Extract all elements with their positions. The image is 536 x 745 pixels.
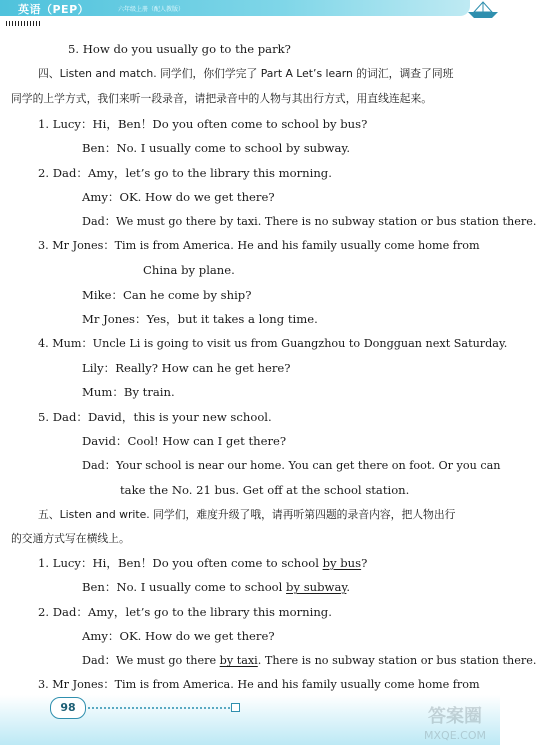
answer-blank: by subway <box>286 580 347 594</box>
book-title: 英语（PEP） <box>18 3 90 16</box>
dialogue-line: David：Cool! How can I get there? <box>82 434 287 448</box>
dialogue-text: . <box>346 580 351 594</box>
page-number: 98 <box>50 697 86 719</box>
dialogue-line: 2. Dad：Amy，let’s go to the library this morning. <box>38 166 332 180</box>
dialogue-line: Ben：No. I usually come to school by subway. <box>82 141 351 155</box>
dialogue-line <box>82 580 350 594</box>
dialogue-line: Mum：By train. <box>82 385 175 399</box>
dialogue-line: 1. Lucy：Hi，Ben！Do you often come to school by bus? <box>38 117 368 131</box>
dialogue-line: Lily：Really? How can he get here? <box>82 361 291 375</box>
answer-blank: by bus <box>322 556 362 570</box>
dialogue-line: Dad：We must go there by taxi. There is no subway station or bus station there. <box>82 215 536 228</box>
dialogue-text: . There is no subway station or bus station there. <box>257 654 536 667</box>
footer-dotted-rule <box>88 707 230 709</box>
dialogue-line: 4. Mum：Uncle Li is going to visit us from Guangzhou to Dongguan next Saturday. <box>38 337 508 350</box>
dialogue-line: Amy：OK. How do we get there? <box>82 190 275 204</box>
dialogue-line: Amy：OK. How do we get there? <box>82 629 275 643</box>
section-five-heading: 五、Listen and write. 同学们，难度升级了哦，请再听第四题的录音内容，把人物出行 <box>38 508 456 521</box>
dialogue-line: 3. Mr Jones：Tim is from America. He and his family usually come home from <box>38 678 480 691</box>
dialogue-line <box>82 654 536 668</box>
book-subtitle: 六年级上册（配人教版） <box>118 6 185 13</box>
dialogue-line: Mike：Can he come by ship? <box>82 288 252 302</box>
dialogue-line: Dad：Your school is near our home. You can get there on foot. Or you can <box>82 459 501 472</box>
question-5: 5. How do you usually go to the park? <box>68 42 291 56</box>
dialogue-line: take the No. 21 bus. Get off at the school station. <box>120 483 410 497</box>
dialogue-line: China by plane. <box>143 263 235 277</box>
answer-blank: by taxi <box>219 654 258 667</box>
dialogue-text: Dad：We must go there <box>82 654 220 667</box>
dialogue-line: 2. Dad：Amy，let’s go to the library this morning. <box>38 605 332 619</box>
dialogue-text: ? <box>361 556 368 570</box>
watermark-logo <box>412 700 498 744</box>
dialogue-text: 1. Lucy：Hi，Ben！Do you often come to school <box>38 556 323 570</box>
dialogue-line: Mr Jones：Yes，but it takes a long time. <box>82 312 318 326</box>
section-five-instruction: 的交通方式写在横线上。 <box>11 532 130 545</box>
watermark-url: MXQE.COM <box>424 729 486 742</box>
dialogue-line: 3. Mr Jones：Tim is from America. He and his family usually come home from <box>38 239 480 252</box>
watermark-label: 答案圈 <box>428 706 482 727</box>
footer-square-ornament <box>231 703 240 712</box>
section-four-heading: 四、Listen and match. 同学们，你们学完了 Part A Let’s learn 的词汇，调查了同班 <box>38 67 454 80</box>
dialogue-line <box>38 556 367 570</box>
section-four-instruction: 同学的上学方式，我们来听一段录音，请把录音中的人物与其出行方式，用直线连起来。 <box>11 92 433 105</box>
dialogue-line: 5. Dad：David，this is your new school. <box>38 410 272 424</box>
dialogue-text: Ben：No. I usually come to school <box>82 580 287 594</box>
